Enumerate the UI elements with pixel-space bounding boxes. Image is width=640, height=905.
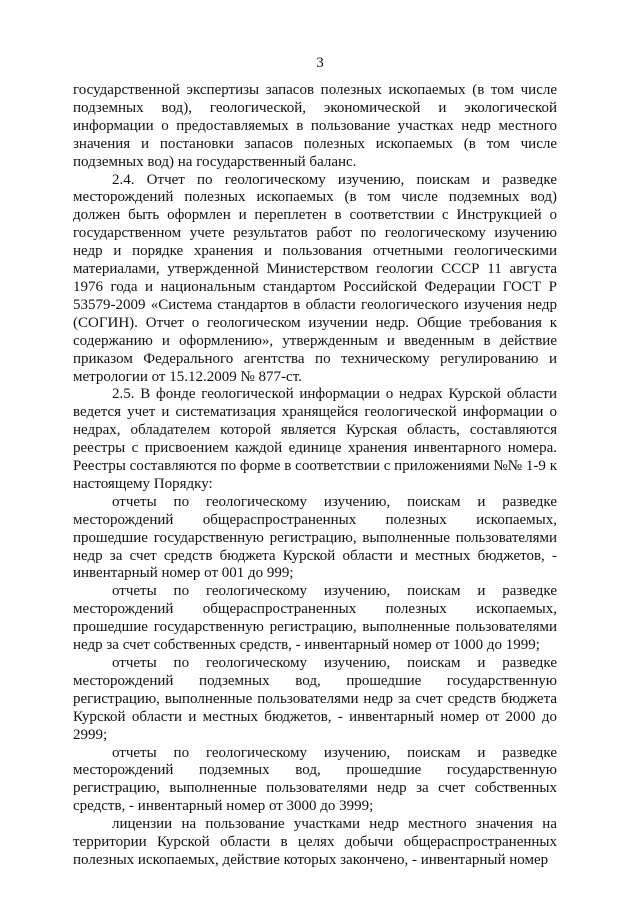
list-item-reports-water-budget: отчеты по геологическому изучению, поискам и разведке месторождений подземных вод, прошедшие государственную регистрацию, выполненные пользователями недр за счет средств бюджета Курской области и местных бюджетов, - инвентарный номер от 2000 до 2999;: [73, 655, 557, 743]
paragraph-2-4: 2.4. Отчет по геологическому изучению, поискам и разведке месторождений полезных ископаемых (в том числе подземных вод) должен быть оформлен и переплетен в соответствии с Инструкцией о государственном учете результатов работ по геологическому изучению недр и порядке хранения и пользования отчетными геологическими материалами, утвержденной Министерством геологии СССР 11 августа 1976 года и национальным стандартом Российской Федерации ГОСТ Р 53579-2009 «Система стандартов в области геологического изучения недр (СОГИН). Отчет о геологическом изучении недр. Общие требования к содержанию и оформлению», утвержденным и введенным в действие приказом Федерального агентства по техническому регулированию и метрологии от 15.12.2009 № 877-ст.: [73, 171, 557, 385]
list-item-licenses: лицензии на пользование участками недр местного значения на территории Курской области в целях добычи общераспространенных полезных ископаемых, действие которых закончено, - инвентарный номер: [73, 816, 557, 868]
page-number: 3: [316, 55, 324, 71]
paragraph-2-5: 2.5. В фонде геологической информации о недрах Курской области ведется учет и систематизация хранящейся геологической информации о недрах, обладателем которой является Курская область, составляются реестры с присвоением каждой единице хранения инвентарного номера. Реестры составляются по форме в соответствии с приложениями №№ 1-9 к настоящему Порядку:: [73, 386, 557, 492]
list-item-reports-common-budget: отчеты по геологическому изучению, поискам и разведке месторождений общераспространенных полезных ископаемых, прошедшие государственную регистрацию, выполненные пользователями недр за счет средств бюджета Курской области и местных бюджетов, - инвентарный номер от 001 до 999;: [73, 493, 557, 582]
list-item-reports-water-own: отчеты по геологическому изучению, поискам и разведке месторождений подземных вод, прошедшие государственную регистрацию, выполненные пользователями недр за счет собственных средств, - инвентарный номер от 3000 до 3999;: [73, 744, 557, 815]
list-item-reports-common-own: отчеты по геологическому изучению, поискам и разведке месторождений общераспространенных полезных ископаемых, прошедшие государственную регистрацию, выполненные пользователями недр за счет собственных средств, - инвентарный номер от 1000 до 1999;: [73, 583, 557, 654]
document-body: [73, 82, 557, 870]
paragraph-continuation: государственной экспертизы запасов полезных ископаемых (в том числе подземных вод), геологической, экономической и экологической информации о предоставляемых в пользование участках недр местного значения и постановки запасов полезных ископаемых (в том числе подземных вод) на государственный баланс.: [73, 82, 557, 170]
